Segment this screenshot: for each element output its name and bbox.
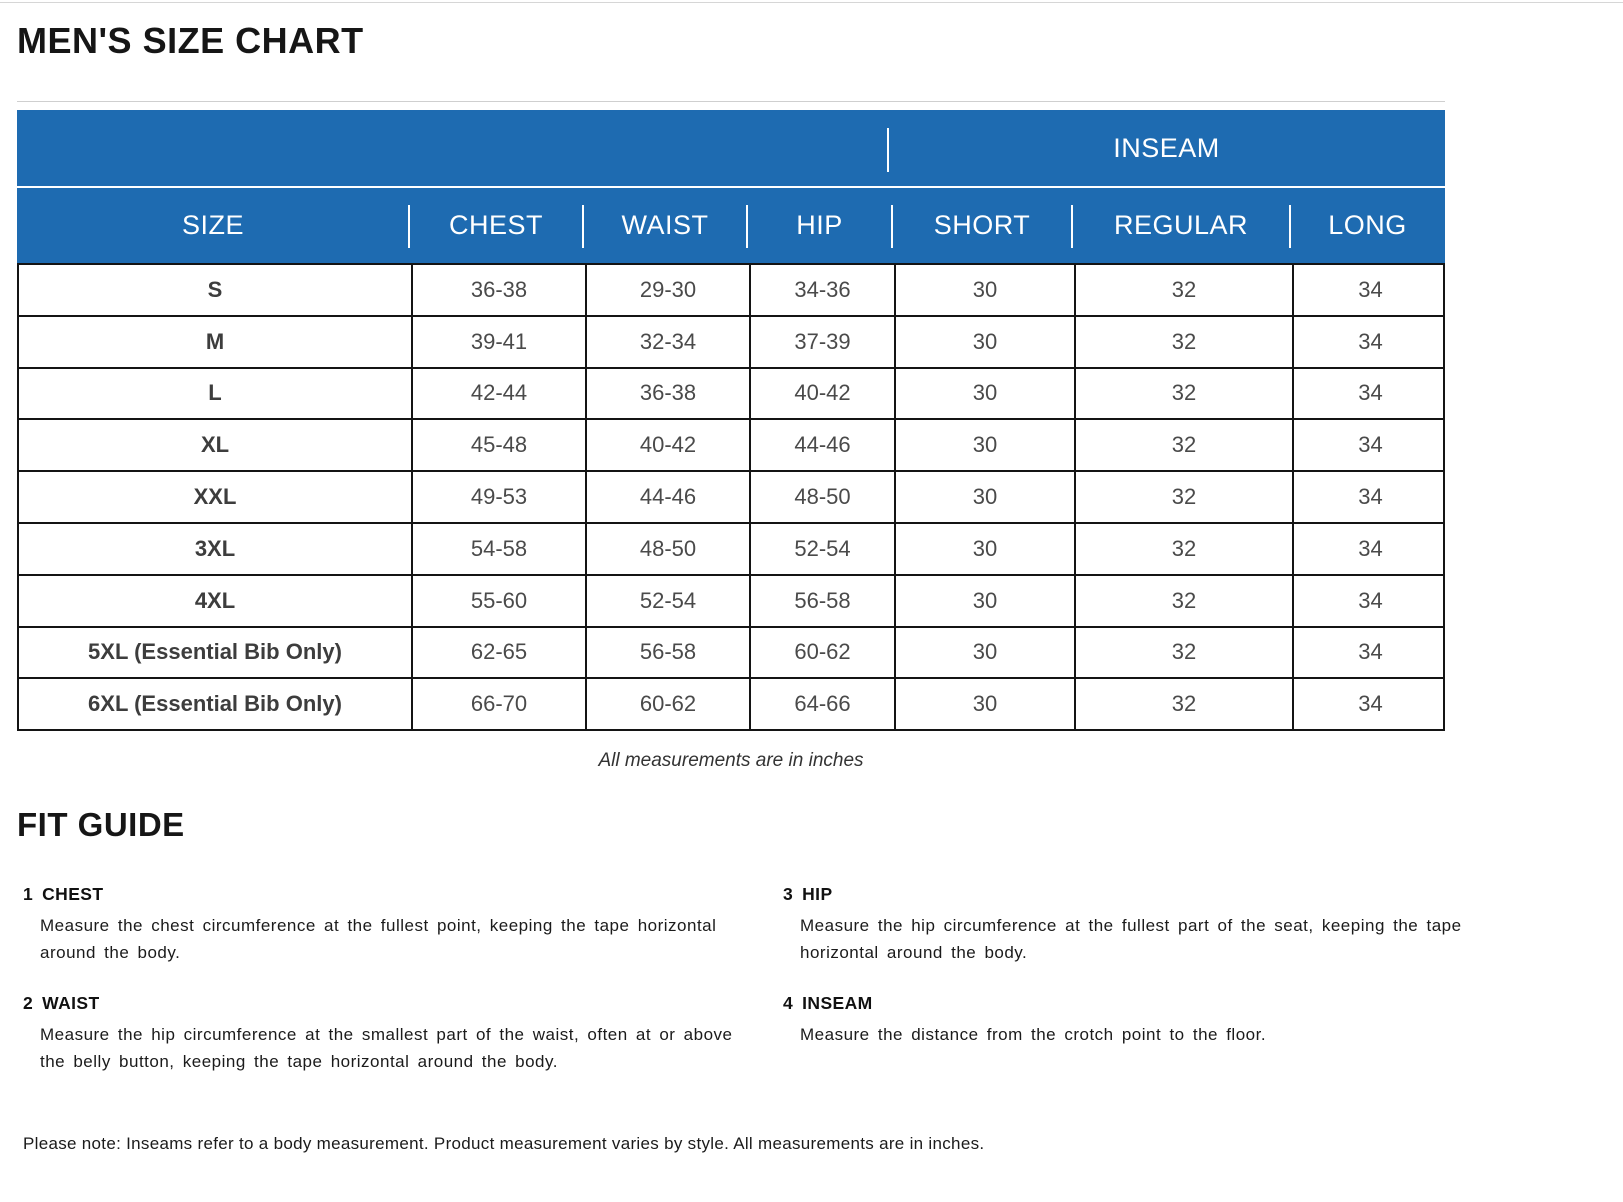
column-header-hip: HIP [747, 188, 892, 263]
long-cell: 34 [1292, 679, 1447, 729]
hip-cell: 34-36 [749, 265, 894, 315]
fit-guide-item-inseam [783, 993, 1489, 1075]
hip-cell: 60-62 [749, 628, 894, 678]
short-cell: 30 [894, 628, 1074, 678]
long-cell: 34 [1292, 576, 1447, 626]
long-cell: 34 [1292, 472, 1447, 522]
size-cell: 3XL [194, 535, 236, 561]
chest-cell: 66-70 [411, 679, 585, 729]
fit-item-label: WAIST [42, 993, 100, 1013]
waist-cell: 44-46 [585, 472, 749, 522]
fit-guide-heading: FIT GUIDE [17, 806, 185, 843]
table-body [17, 263, 1445, 731]
chest-cell: 55-60 [411, 576, 585, 626]
waist-cell: 32-34 [585, 317, 749, 367]
regular-cell: 32 [1074, 265, 1292, 315]
fit-item-description: Measure the hip circumference at the fullest part of the seat, keeping the tape horizontal around the body. [800, 916, 1462, 962]
hip-cell: 37-39 [749, 317, 894, 367]
regular-cell: 32 [1074, 317, 1292, 367]
table-row [19, 470, 1443, 522]
table-row [19, 418, 1443, 470]
long-cell: 34 [1292, 265, 1447, 315]
waist-cell: 48-50 [585, 524, 749, 574]
regular-cell: 32 [1074, 679, 1292, 729]
short-cell: 30 [894, 472, 1074, 522]
waist-cell: 52-54 [585, 576, 749, 626]
table-row [19, 677, 1443, 729]
fit-item-description: Measure the chest circumference at the fullest point, keeping the tape horizontal around the body. [40, 916, 717, 962]
fit-item-description: Measure the hip circumference at the smallest part of the waist, often at or above the belly button, keeping the tape horizontal around the body. [40, 1025, 733, 1071]
long-cell: 34 [1292, 369, 1447, 419]
chest-cell: 42-44 [411, 369, 585, 419]
size-cell: L [208, 380, 222, 406]
table-row [19, 574, 1443, 626]
regular-cell: 32 [1074, 628, 1292, 678]
measurements-note: All measurements are in inches [598, 750, 864, 771]
table-row [19, 367, 1443, 419]
table-top-divider [17, 101, 1445, 102]
size-cell: 5XL (Essential Bib Only) [88, 639, 342, 665]
fit-item-heading [23, 884, 763, 905]
fit-item-label: HIP [802, 884, 833, 904]
table-row [19, 315, 1443, 367]
page-top-divider [0, 2, 1623, 3]
fit-guide [23, 884, 1489, 1075]
short-cell: 30 [894, 524, 1074, 574]
column-header-long: LONG [1290, 188, 1445, 263]
fit-item-heading [783, 993, 1489, 1014]
mens-size-table [17, 110, 1445, 731]
fit-item-description: Measure the distance from the crotch point to the floor. [800, 1025, 1267, 1044]
chest-cell: 39-41 [411, 317, 585, 367]
size-cell: XXL [193, 484, 237, 510]
hip-cell: 48-50 [749, 472, 894, 522]
column-header-regular: REGULAR [1072, 188, 1290, 263]
short-cell: 30 [894, 420, 1074, 470]
size-cell: S [207, 276, 223, 302]
size-cell: 4XL [194, 587, 236, 613]
fit-item-label: CHEST [42, 884, 104, 904]
waist-cell: 40-42 [585, 420, 749, 470]
chest-cell: 45-48 [411, 420, 585, 470]
long-cell: 34 [1292, 420, 1447, 470]
fit-guide-item-chest [23, 884, 763, 966]
table-row [19, 626, 1443, 678]
hip-cell: 44-46 [749, 420, 894, 470]
size-cell: XL [200, 432, 230, 458]
regular-cell: 32 [1074, 576, 1292, 626]
long-cell: 34 [1292, 628, 1447, 678]
column-header-waist: WAIST [583, 188, 747, 263]
chest-cell: 54-58 [411, 524, 585, 574]
fit-item-heading [783, 884, 1489, 905]
chest-cell: 62-65 [411, 628, 585, 678]
fit-item-label: INSEAM [802, 993, 873, 1013]
fit-item-number: 1 [23, 884, 34, 904]
short-cell: 30 [894, 576, 1074, 626]
regular-cell: 32 [1074, 472, 1292, 522]
inseam-group-header: INSEAM [1113, 132, 1220, 163]
long-cell: 34 [1292, 317, 1447, 367]
header-group-spacer [17, 110, 888, 186]
hip-cell: 56-58 [749, 576, 894, 626]
waist-cell: 29-30 [585, 265, 749, 315]
hip-cell: 64-66 [749, 679, 894, 729]
footer-note: Please note: Inseams refer to a body measurement. Product measurement varies by style. All measurements are in inches. [23, 1134, 985, 1153]
hip-cell: 52-54 [749, 524, 894, 574]
fit-item-number: 2 [23, 993, 34, 1013]
long-cell: 34 [1292, 524, 1447, 574]
regular-cell: 32 [1074, 420, 1292, 470]
column-header-chest: CHEST [409, 188, 583, 263]
table-row [19, 522, 1443, 574]
chest-cell: 49-53 [411, 472, 585, 522]
fit-item-number: 3 [783, 884, 794, 904]
short-cell: 30 [894, 679, 1074, 729]
hip-cell: 40-42 [749, 369, 894, 419]
fit-item-number: 4 [783, 993, 794, 1013]
short-cell: 30 [894, 369, 1074, 419]
regular-cell: 32 [1074, 524, 1292, 574]
column-header-short: SHORT [892, 188, 1072, 263]
table-header-row [17, 188, 1445, 263]
page-title: MEN'S SIZE CHART [17, 20, 364, 61]
size-cell: 6XL (Essential Bib Only) [88, 691, 342, 717]
column-header-size: SIZE [181, 210, 244, 240]
size-cell: M [205, 328, 225, 354]
fit-guide-item-waist [23, 993, 763, 1075]
waist-cell: 56-58 [585, 628, 749, 678]
chest-cell: 36-38 [411, 265, 585, 315]
table-row [19, 265, 1443, 315]
regular-cell: 32 [1074, 369, 1292, 419]
fit-guide-item-hip [783, 884, 1489, 966]
waist-cell: 36-38 [585, 369, 749, 419]
short-cell: 30 [894, 317, 1074, 367]
fit-item-heading [23, 993, 763, 1014]
short-cell: 30 [894, 265, 1074, 315]
waist-cell: 60-62 [585, 679, 749, 729]
table-header-group-row [17, 110, 1445, 188]
